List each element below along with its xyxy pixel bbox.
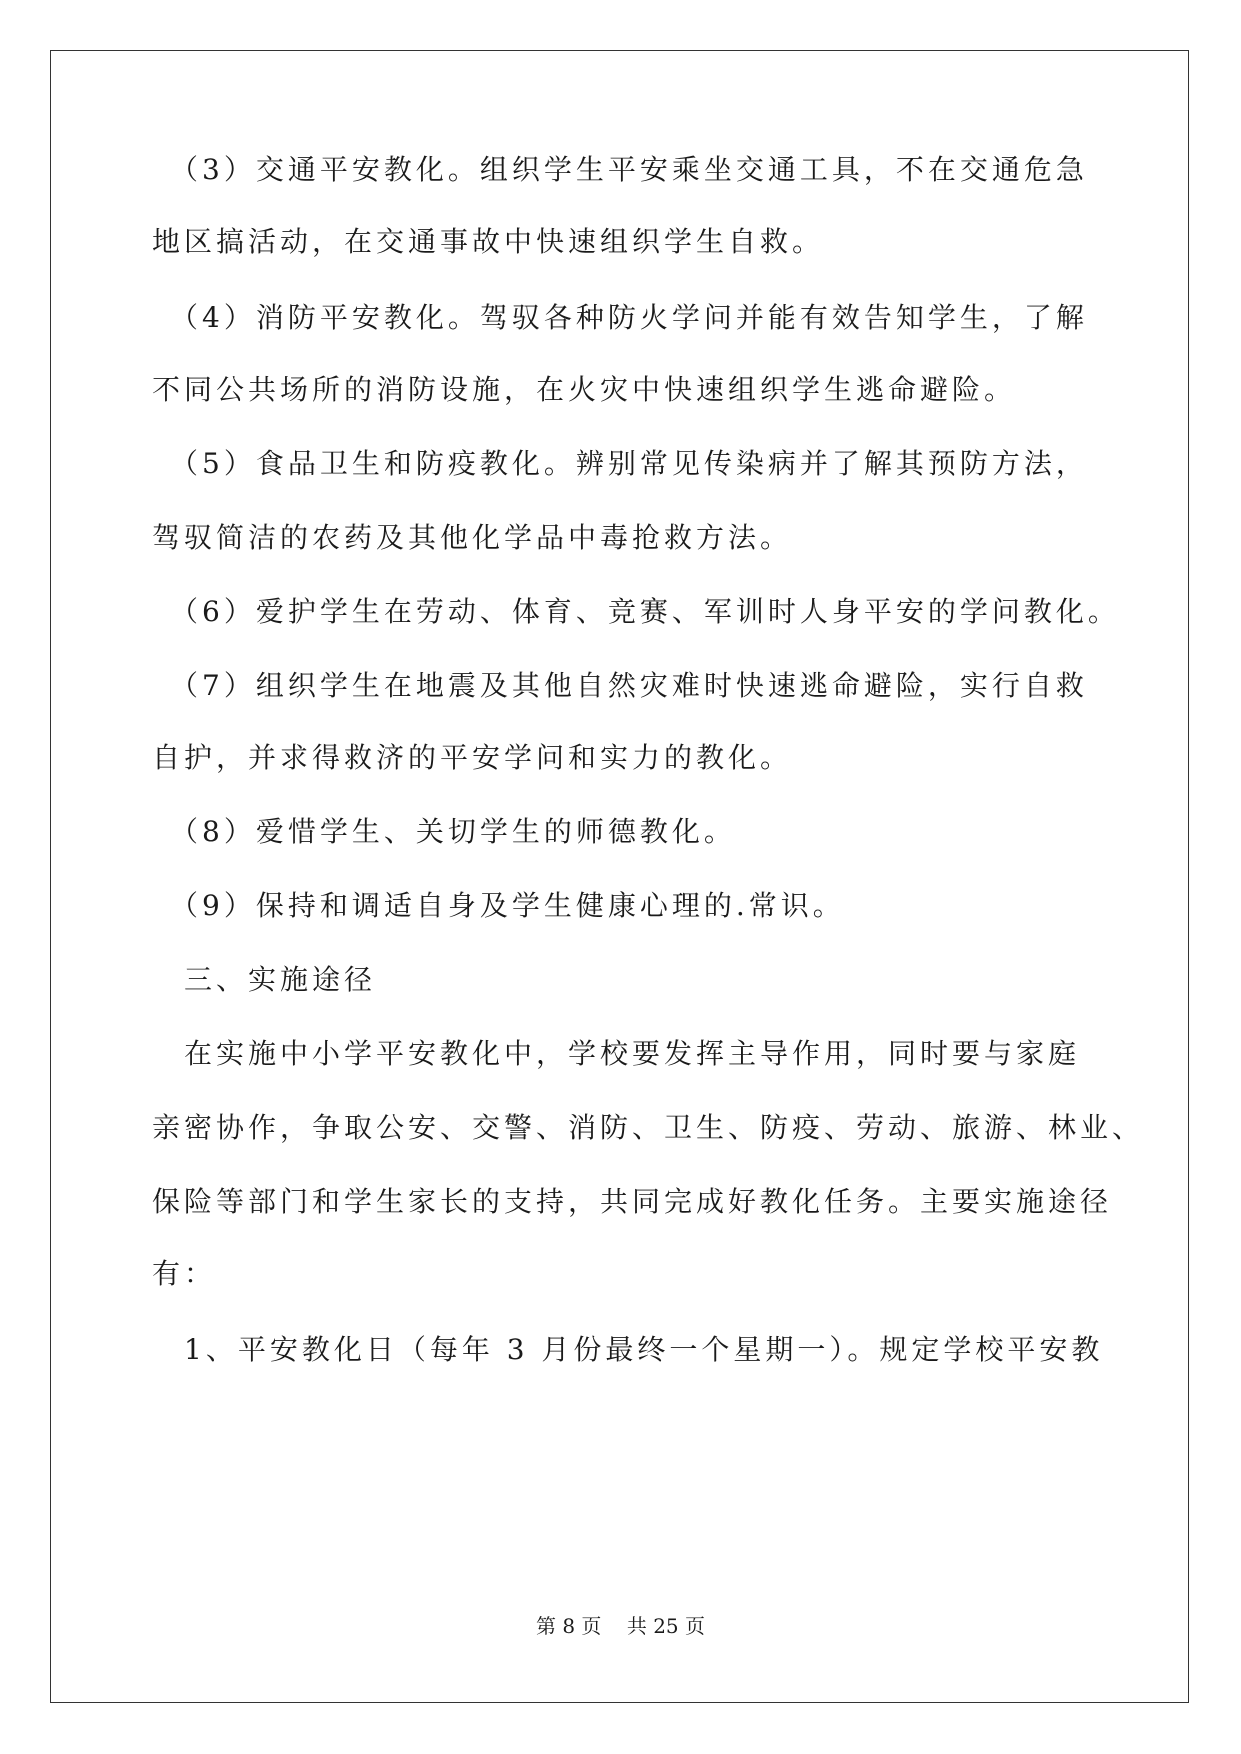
text-line-15: 保险等部门和学生家长的支持，共同完成好教化任务。主要实施途径 bbox=[152, 1185, 1113, 1218]
text-line-7: （6）爱护学生在劳动、体育、竞赛、军训时人身平安的学问教化。 bbox=[152, 595, 1120, 628]
text-line-9: 自护，并求得救济的平安学问和实力的教化。 bbox=[152, 741, 793, 774]
text-line-2: 地区搞活动，在交通事故中快速组织学生自救。 bbox=[152, 225, 825, 258]
text-line-11: （9）保持和调适自身及学生健康心理的.常识。 bbox=[152, 889, 845, 922]
text-line-8: （7）组织学生在地震及其他自然灾难时快速逃命避险，实行自救 bbox=[152, 669, 1088, 702]
section-heading: 三、实施途径 bbox=[152, 963, 377, 996]
text-line-3: （4）消防平安教化。驾驭各种防火学问并能有效告知学生，了解 bbox=[152, 301, 1088, 334]
text-line-14: 亲密协作，争取公安、交警、消防、卫生、防疫、劳动、旅游、林业、 bbox=[152, 1111, 1145, 1144]
text-line-16: 有： bbox=[152, 1257, 217, 1290]
text-line-6: 驾驭简洁的农药及其他化学品中毒抢救方法。 bbox=[152, 521, 793, 554]
page-number-footer: 第 8 页 共 25 页 bbox=[535, 1614, 706, 1638]
text-line-1: （3）交通平安教化。组织学生平安乘坐交通工具，不在交通危急 bbox=[152, 153, 1088, 186]
text-line-4: 不同公共场所的消防设施，在火灾中快速组织学生逃命避险。 bbox=[152, 373, 1017, 406]
text-line-13: 在实施中小学平安教化中，学校要发挥主导作用，同时要与家庭 bbox=[152, 1037, 1081, 1070]
text-line-17: 1、平安教化日（每年 3 月份最终一个星期一）。规定学校平安教 bbox=[152, 1333, 1104, 1366]
text-line-5: （5）食品卫生和防疫教化。辨别常见传染病并了解其预防方法， bbox=[152, 447, 1088, 480]
text-line-10: （8）爱惜学生、关切学生的师德教化。 bbox=[152, 815, 736, 848]
